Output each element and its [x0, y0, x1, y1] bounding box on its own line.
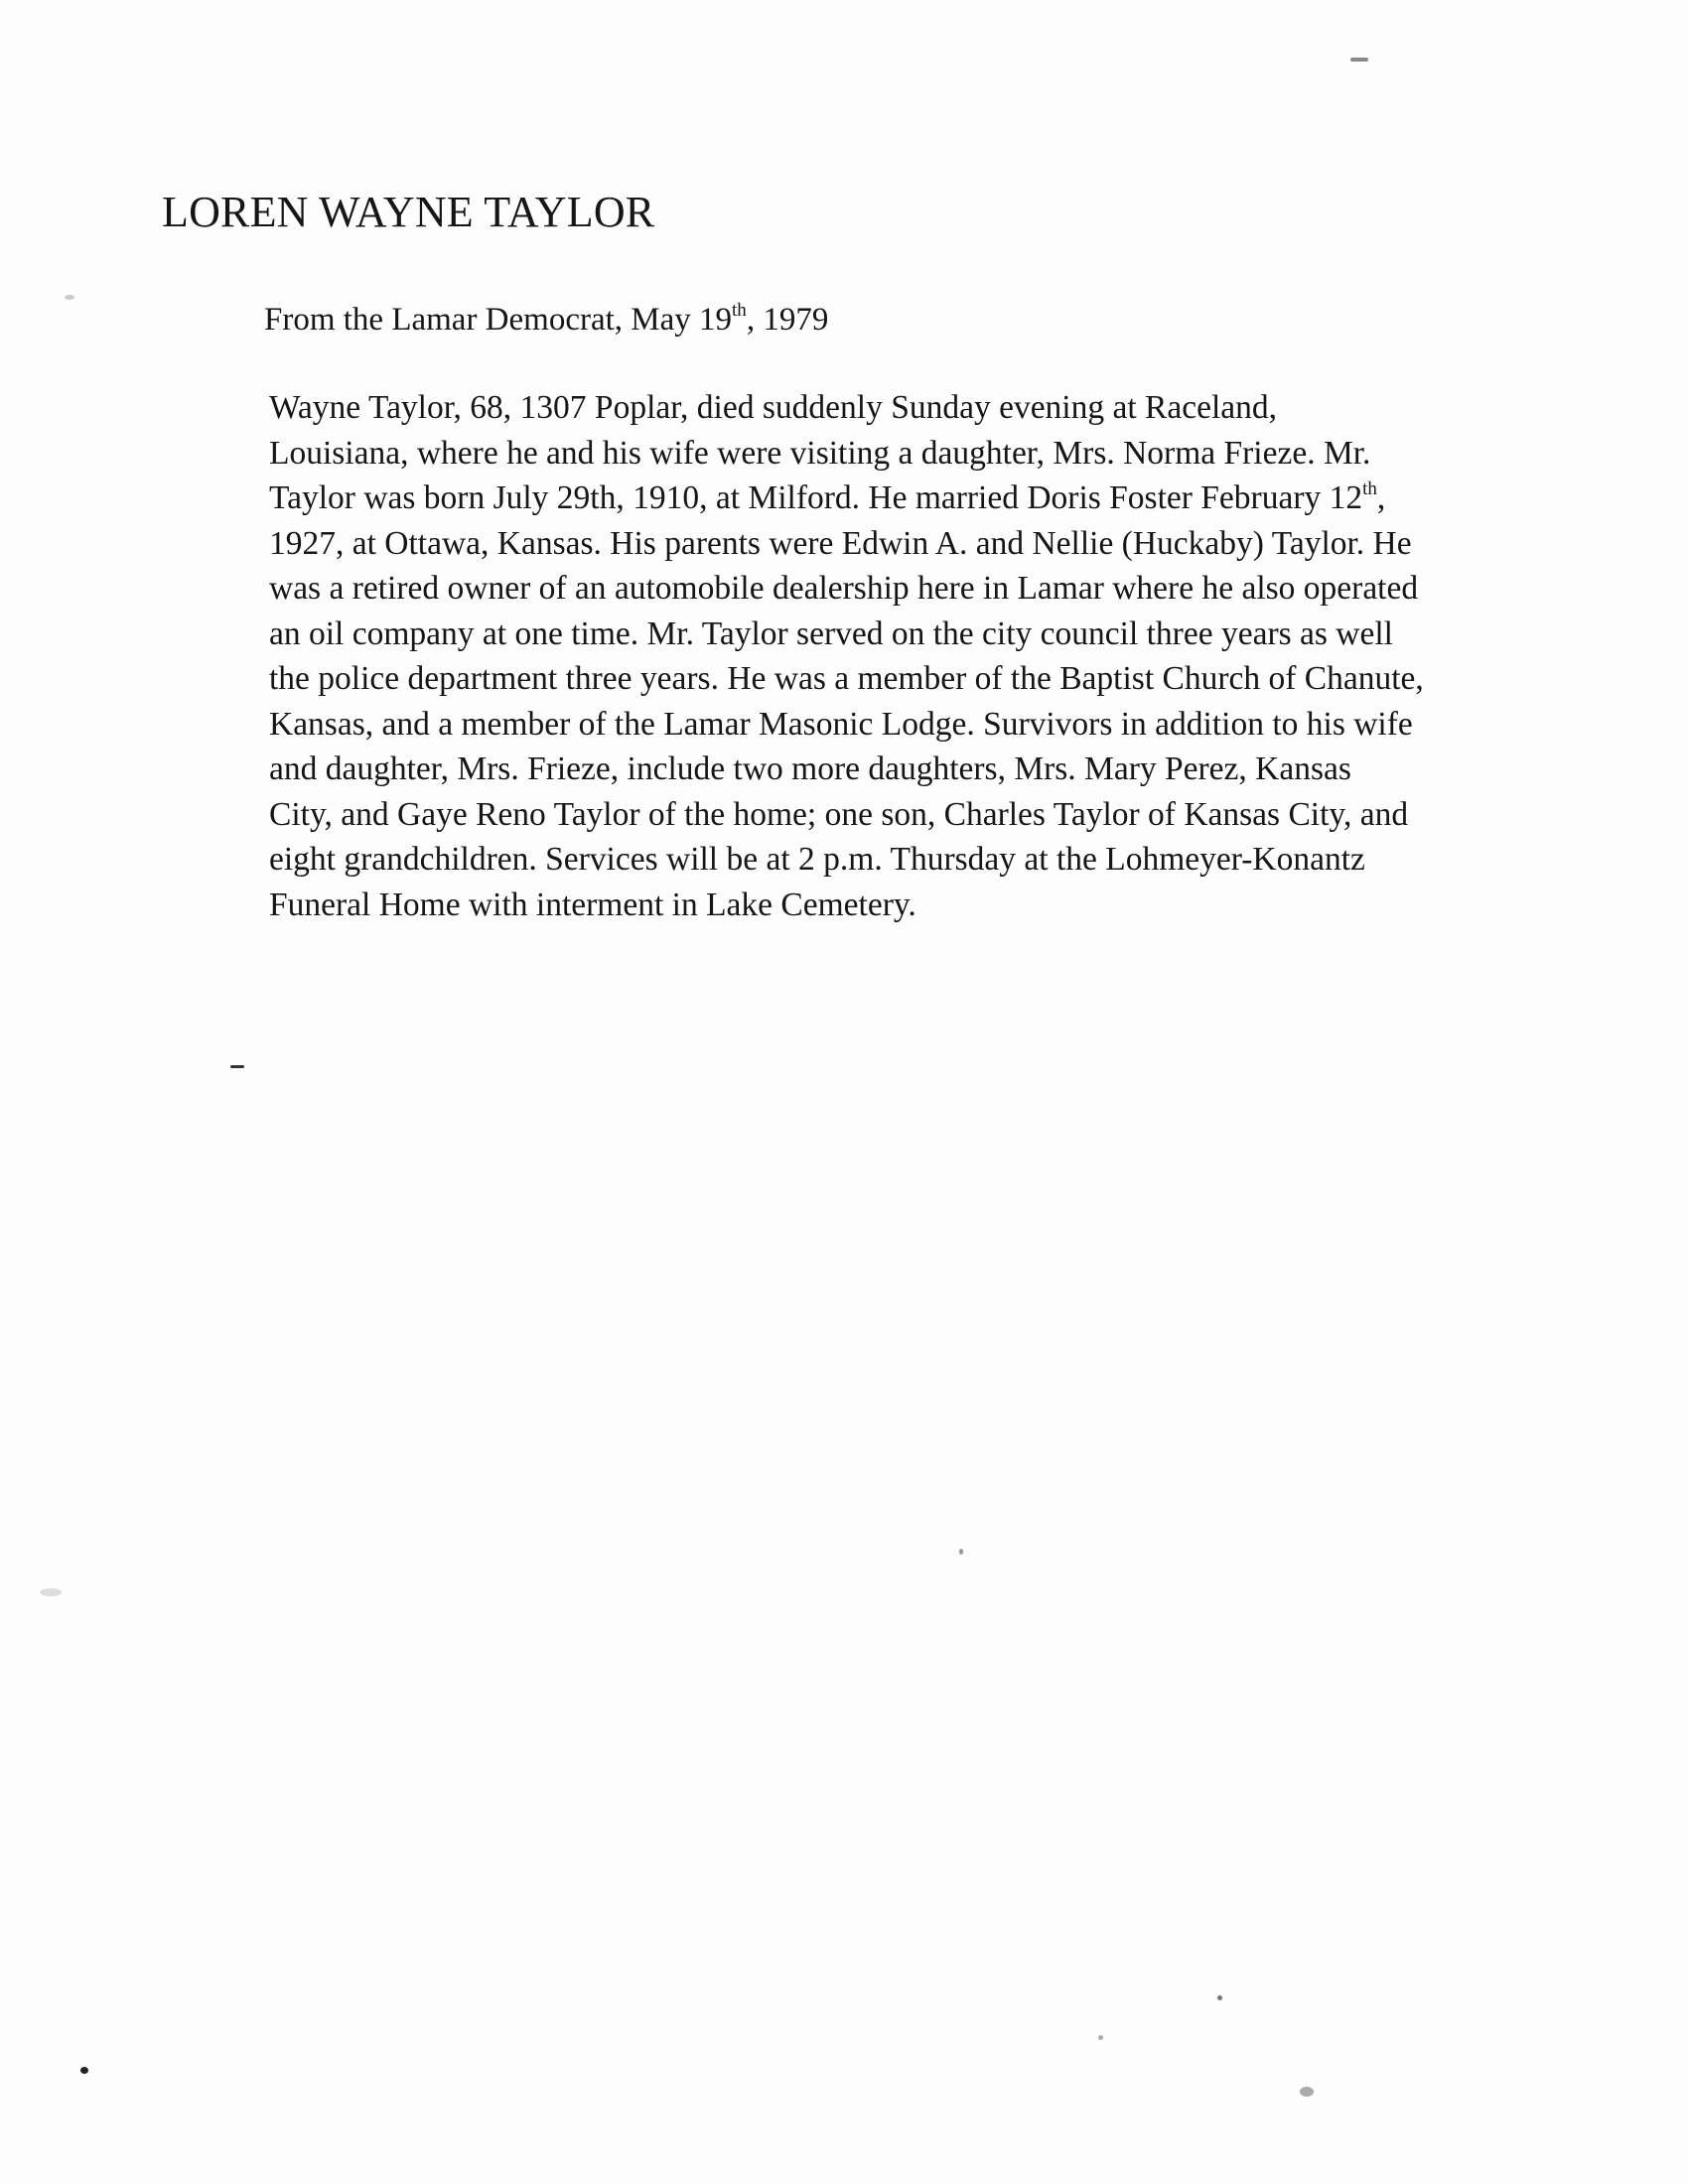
scan-speck — [1217, 1995, 1222, 2000]
scan-speck — [1098, 2035, 1103, 2040]
body-line: the police department three years. He was a member of the Baptist Church of Chanute, — [269, 660, 1424, 697]
scan-speck — [959, 1549, 963, 1555]
source-suffix: , 1979 — [746, 302, 829, 338]
body-line: an oil company at one time. Mr. Taylor served on the city council three years as well — [269, 614, 1393, 652]
scan-speck — [40, 1588, 62, 1596]
body-line: City, and Gaye Reno Taylor of the home; one son, Charles Taylor of Kansas City, and — [269, 795, 1409, 833]
body-line-ordinal: th — [1362, 478, 1377, 499]
page-title: LOREN WAYNE TAYLOR — [162, 188, 655, 236]
source-line — [264, 302, 828, 339]
body-line-text: Taylor was born July 29th, 1910, at Milford. He married Doris Foster February 12 — [269, 479, 1363, 516]
body-line: and daughter, Mrs. Frieze, include two more daughters, Mrs. Mary Perez, Kansas — [269, 751, 1351, 787]
body-line: Louisiana, where he and his wife were visiting a daughter, Mrs. Norma Frieze. Mr. — [269, 434, 1371, 472]
body-line: was a retired owner of an automobile dealership here in Lamar where he also operated — [269, 570, 1419, 607]
body-line: 1927, at Ottawa, Kansas. His parents were Edwin A. and Nellie (Huckaby) Taylor. He — [269, 524, 1412, 562]
scan-speck — [230, 1065, 244, 1068]
scan-speck — [80, 2067, 88, 2074]
body-line — [269, 476, 1639, 521]
body-line: Wayne Taylor, 68, 1307 Poplar, died suddenly Sunday evening at Raceland, — [269, 389, 1278, 426]
scan-speck — [65, 295, 74, 300]
body-line: Kansas, and a member of the Lamar Masonic Lodge. Survivors in addition to his wife — [269, 705, 1413, 743]
scan-speck — [1300, 2087, 1314, 2097]
source-prefix: From the Lamar Democrat, May 19 — [264, 302, 733, 338]
obituary-body — [269, 385, 1639, 927]
body-line: Funeral Home with interment in Lake Cemetery. — [269, 886, 916, 923]
source-ordinal: th — [732, 300, 747, 321]
body-line: eight grandchildren. Services will be at 2 p.m. Thursday at the Lohmeyer-Konantz — [269, 841, 1365, 878]
body-line-punct: , — [1376, 479, 1386, 516]
scan-speck — [1350, 58, 1368, 62]
